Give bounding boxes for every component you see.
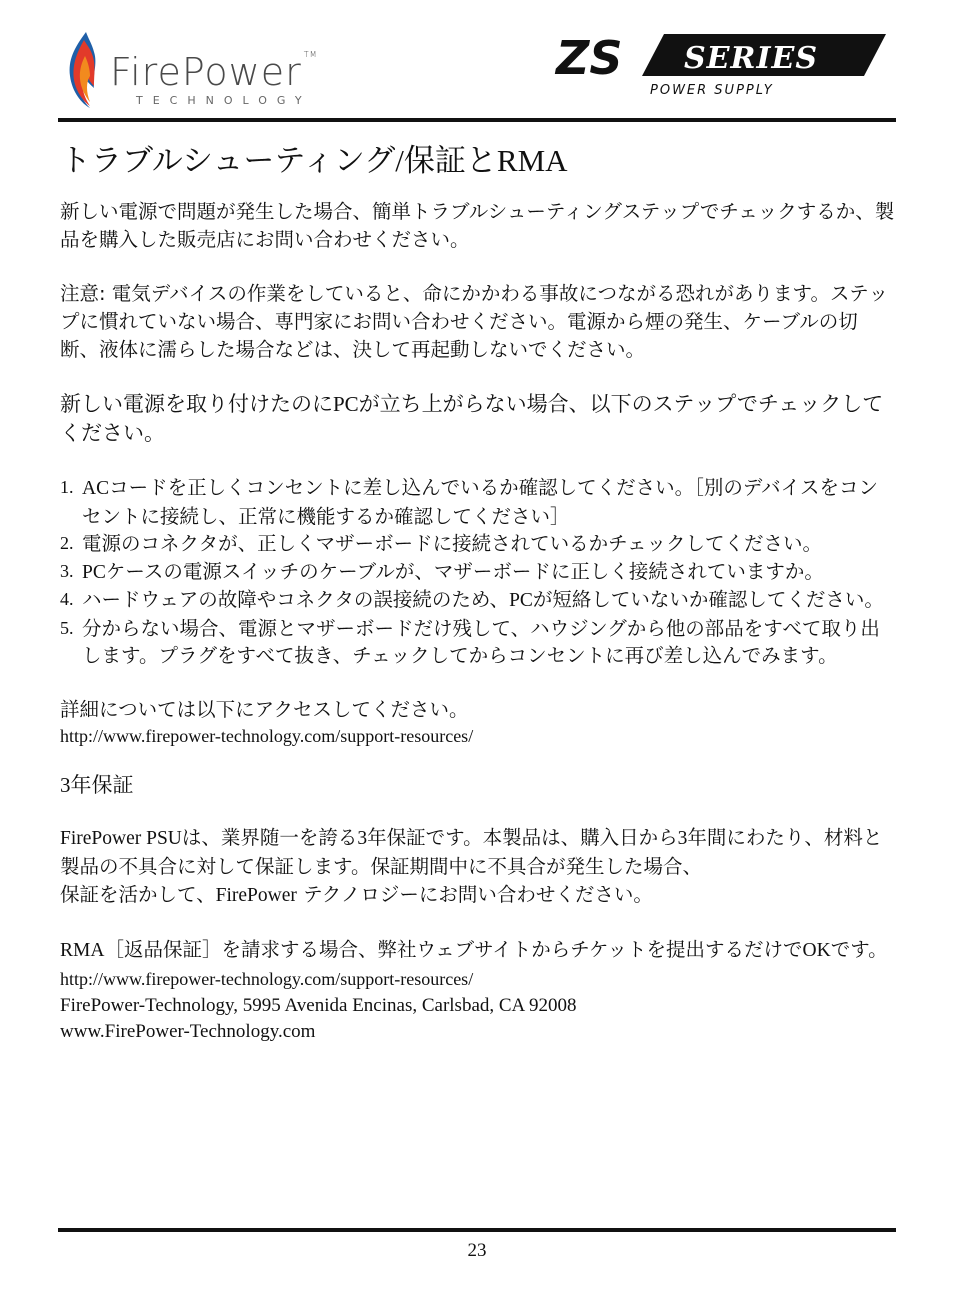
troubleshooting-steps <box>60 474 896 670</box>
series-mark: ZS <box>556 32 623 85</box>
page-content <box>60 138 896 1045</box>
flame-icon <box>64 30 104 110</box>
step-item: 2. 電源のコネクタが、正しくマザーボードに接続されているかチェックしてください。 <box>60 532 823 555</box>
step-item: 3. PCケースの電源スイッチのケーブルが、マザーボードに正しく接続されていますか。 <box>60 559 824 583</box>
brand-tagline: TECHNOLOGY <box>136 94 312 107</box>
firepower-logo <box>58 28 338 110</box>
company-address: FirePower-Technology, 5995 Avenida Encinas, Carlsbad, CA 92008 <box>60 994 577 1016</box>
caution-paragraph: 注意: 電気デバイスの作業をしていると、命にかかわる事故につながる恐れがあります。ステップに慣れていない場合、専門家にお問い合わせください。電源から煙の発生、ケーブルの切断、液体に濡らした場合などは、決して再起動しないでください。 <box>60 282 889 361</box>
page-number: 23 <box>467 1240 487 1261</box>
company-website-link[interactable]: www.FirePower-Technology.com <box>60 1020 316 1042</box>
brand-wordmark: FirePower ™ <box>110 50 318 94</box>
page-header <box>58 22 896 117</box>
series-word: SERIES <box>684 41 819 76</box>
step-item: 1. ACコードを正しくコンセントに差し込んでいるか確認してください。［別のデバイスをコンセントに接続し、正常に機能するか確認してください］ <box>60 476 878 528</box>
step-item: 5. 分からない場合、電源とマザーボードだけ残して、ハウジングから他の部品をすべて取り出します。プラグをすべて抜き、チェックしてからコンセントに再び差し込んでみます。 <box>60 616 880 667</box>
rma-support-url-link[interactable]: http://www.firepower-technology.com/support-resources/ <box>60 968 474 989</box>
support-url-link[interactable]: http://www.firepower-technology.com/support-resources/ <box>60 725 474 746</box>
step-item: 4. ハードウェアの故障やコネクタの誤接続のため、PCが短絡していないか確認してください。 <box>60 588 884 611</box>
zs-series-logo <box>546 32 886 102</box>
page-title: トラブルシューティング/保証とRMA <box>60 143 568 179</box>
intro-paragraph: 新しい電源で問題が発生した場合、簡単トラブルシューティングステップでチェックするか、製品を購入した販売店にお問い合わせください。 <box>60 200 895 251</box>
rma-paragraph: RMA［返品保証］を請求する場合、弊社ウェブサイトからチケットを提出するだけでOKです。http://www.firepower-technology.com/support-resources/ <box>60 937 888 989</box>
no-boot-paragraph: 新しい電源を取り付けたのにPCが立ち上がらない場合、以下のステップでチェックしてください。 <box>60 392 884 445</box>
series-subtitle: POWER SUPPLY <box>650 83 774 98</box>
warranty-heading: 3年保証 <box>60 772 134 797</box>
warranty-paragraph: FirePower PSUは、業界随一を誇る3年保証です。本製品は、購入日から3年間にわたり、材料と製品の不具合に対して保証します。保証期間中に不具合が発生した場合、 保証を活かして、FirePower テクノロジーにお問い合わせください。 <box>60 825 883 906</box>
header-divider <box>58 118 896 122</box>
more-info-text: 詳細については以下にアクセスしてください。 <box>60 697 469 721</box>
footer-divider <box>58 1228 896 1232</box>
